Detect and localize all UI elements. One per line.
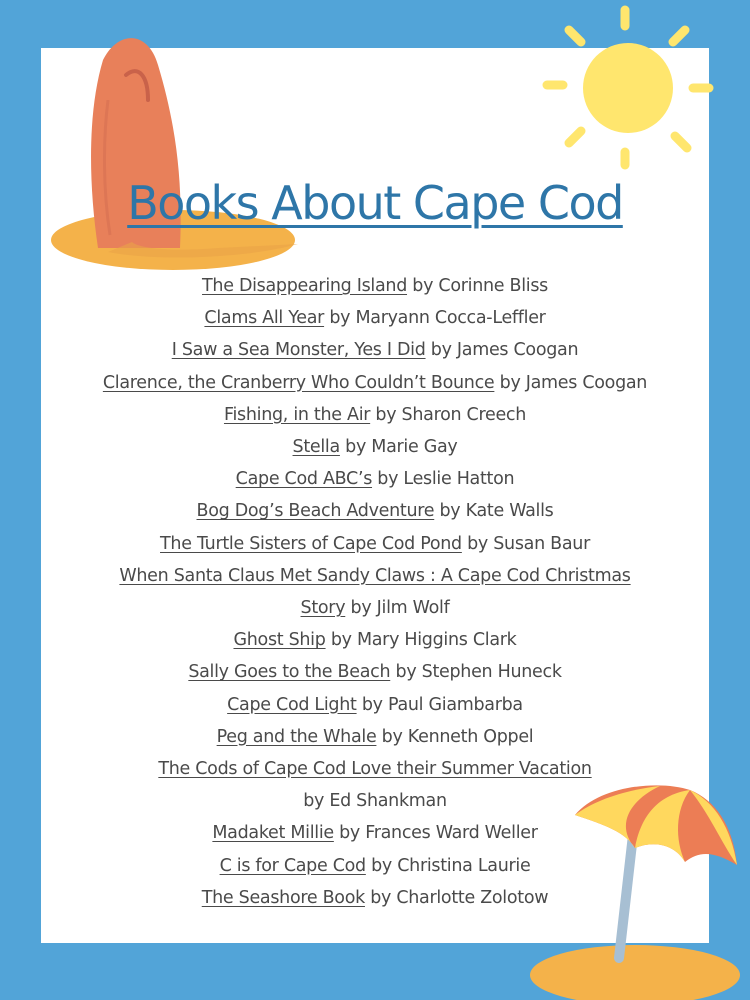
book-item bbox=[0, 882, 750, 914]
book-title-link[interactable]: I Saw a Sea Monster, Yes I Did bbox=[171, 340, 426, 361]
book-author: by Corinne Bliss bbox=[407, 276, 548, 296]
book-title-link[interactable]: C is for Cape Cod bbox=[219, 855, 366, 876]
book-item bbox=[0, 560, 750, 592]
book-title-link[interactable]: Madaket Millie bbox=[212, 823, 334, 844]
book-author: by Mary Higgins Clark bbox=[325, 630, 517, 651]
book-author: by Maryann Cocca-Leffler bbox=[324, 308, 546, 329]
book-author: by Marie Gay bbox=[339, 437, 458, 458]
book-item bbox=[0, 656, 750, 688]
book-author: by Kate Walls bbox=[434, 501, 554, 522]
book-title-link[interactable]: The Seashore Book bbox=[201, 887, 365, 908]
page-title: Books About Cape Cod bbox=[127, 176, 623, 230]
book-item bbox=[0, 689, 750, 721]
book-title-link[interactable]: Fishing, in the Air bbox=[223, 404, 371, 425]
book-title-link[interactable]: Peg and the Whale bbox=[216, 726, 377, 747]
book-author: by Paul Giambarba bbox=[356, 694, 523, 715]
book-author: by James Coogan bbox=[494, 372, 648, 393]
book-title-link[interactable]: The Turtle Sisters of Cape Cod Pond bbox=[160, 533, 462, 554]
book-title-link[interactable]: Clams All Year bbox=[204, 308, 325, 329]
book-item bbox=[0, 753, 750, 785]
book-title-link[interactable]: Cape Cod ABC’s bbox=[235, 469, 373, 490]
book-item bbox=[0, 721, 750, 753]
book-author: by Sharon Creech bbox=[370, 404, 527, 425]
book-item bbox=[0, 785, 750, 817]
sand-patch bbox=[530, 945, 740, 1000]
book-item bbox=[0, 367, 750, 399]
book-title-link[interactable]: When Santa Claus Met Sandy Claws : A Cape Cod Christmas bbox=[119, 565, 631, 586]
book-item bbox=[0, 463, 750, 495]
book-author: by Leslie Hatton bbox=[372, 469, 515, 490]
book-item bbox=[0, 270, 750, 302]
book-title-link[interactable]: Cape Cod Light bbox=[227, 694, 357, 715]
book-author: by Jilm Wolf bbox=[345, 598, 450, 619]
book-item bbox=[0, 495, 750, 527]
book-item bbox=[0, 302, 750, 334]
book-author: by Susan Baur bbox=[461, 533, 590, 554]
book-author: by Ed Shankman bbox=[303, 791, 447, 812]
book-title-link[interactable]: Stella bbox=[292, 437, 340, 458]
book-item bbox=[0, 334, 750, 366]
book-title-link[interactable]: Sally Goes to the Beach bbox=[188, 662, 391, 683]
book-item bbox=[0, 817, 750, 849]
sun-icon bbox=[533, 0, 750, 175]
book-item bbox=[0, 850, 750, 882]
book-item bbox=[0, 528, 750, 560]
book-item bbox=[0, 592, 750, 624]
book-author: by Kenneth Oppel bbox=[376, 726, 534, 747]
book-title-link[interactable]: Clarence, the Cranberry Who Couldn’t Bounce bbox=[102, 372, 495, 393]
book-list bbox=[0, 270, 750, 914]
book-item bbox=[0, 399, 750, 431]
book-author: by Stephen Huneck bbox=[390, 662, 562, 683]
book-author: by Christina Laurie bbox=[365, 855, 531, 876]
book-title-link[interactable]: Story bbox=[300, 598, 346, 619]
book-author: by Charlotte Zolotow bbox=[364, 887, 549, 908]
surfboard-icon bbox=[48, 30, 318, 280]
book-title-link[interactable]: The Disappearing Island bbox=[202, 276, 408, 296]
book-item bbox=[0, 624, 750, 656]
book-author: by James Coogan bbox=[425, 340, 579, 361]
book-author: by Frances Ward Weller bbox=[333, 823, 538, 844]
book-title-link[interactable]: The Cods of Cape Cod Love their Summer Vacation bbox=[158, 759, 592, 780]
book-item bbox=[0, 431, 750, 463]
book-title-link[interactable]: Bog Dog’s Beach Adventure bbox=[196, 501, 435, 522]
book-title-link[interactable]: Ghost Ship bbox=[233, 630, 326, 651]
